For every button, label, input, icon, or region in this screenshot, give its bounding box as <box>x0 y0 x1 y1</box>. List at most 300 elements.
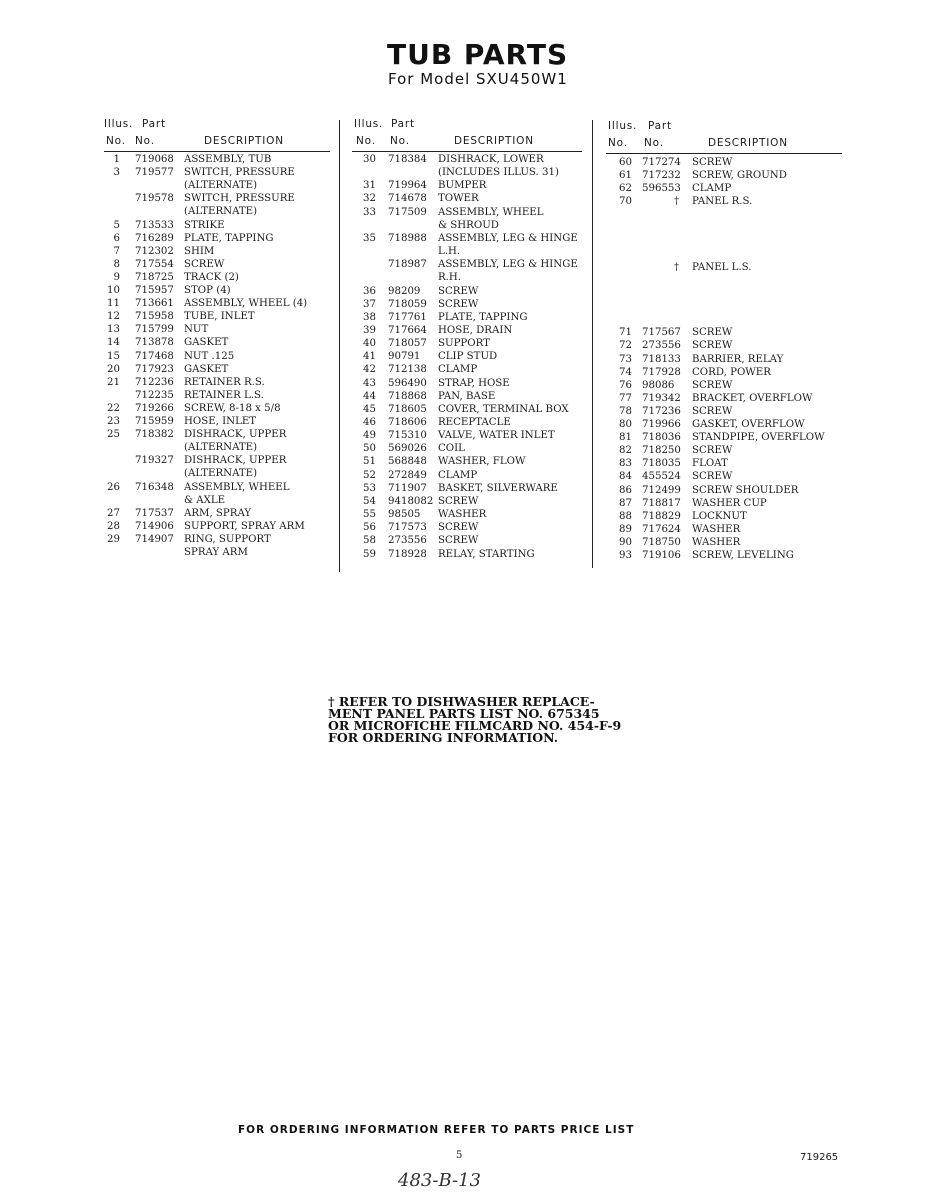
part-row <box>352 219 592 232</box>
header-rule <box>104 151 330 152</box>
part-description: COVER, TERMINAL BOX <box>438 403 569 415</box>
page-title: TUB PARTS <box>387 38 569 71</box>
part-number: 713878 <box>135 337 174 349</box>
part-number: 273556 <box>642 340 681 352</box>
page-subtitle: For Model SXU450W1 <box>388 70 568 88</box>
illus-number: 56 <box>363 522 376 534</box>
part-number: 717236 <box>642 405 681 417</box>
part-row <box>352 390 592 403</box>
parts-column-2 <box>352 118 582 560</box>
part-description: RELAY, STARTING <box>438 548 535 560</box>
part-description: NUT .125 <box>184 350 235 362</box>
illus-number: 1 <box>113 154 120 165</box>
part-row <box>352 455 592 468</box>
part-row <box>606 274 846 287</box>
column-header <box>104 118 330 151</box>
part-description: SCREW <box>438 522 479 534</box>
part-row <box>352 245 592 258</box>
part-number: 596490 <box>388 377 427 389</box>
part-number: † <box>674 261 680 273</box>
part-description: R.H. <box>438 272 462 284</box>
illus-number: 77 <box>619 392 632 404</box>
part-description: CLAMP <box>692 183 732 195</box>
part-number: 718605 <box>388 403 427 415</box>
part-description: ASSEMBLY, WHEEL <box>438 206 544 218</box>
part-number: 718868 <box>388 390 427 402</box>
illus-number: 43 <box>363 377 376 389</box>
part-row <box>104 232 344 245</box>
part-description: & SHROUD <box>438 219 499 231</box>
part-number: 98505 <box>388 509 421 521</box>
part-number: 719342 <box>642 392 681 404</box>
part-description: SUPPORT, SPRAY ARM <box>184 520 305 532</box>
part-row <box>352 482 592 495</box>
part-number: 718382 <box>135 429 174 441</box>
part-description: SCREW <box>438 495 479 507</box>
part-row <box>104 219 344 232</box>
header-illus: Illus. <box>608 120 638 132</box>
part-row <box>606 235 846 248</box>
illus-number: 9 <box>113 271 120 283</box>
part-description: BUMPER <box>438 180 487 192</box>
handwritten-annotation: 483-B-13 <box>398 1170 481 1191</box>
part-row <box>606 523 846 536</box>
illus-number: 73 <box>619 353 632 365</box>
part-row <box>104 153 344 166</box>
part-number: 90791 <box>388 351 421 363</box>
part-row <box>104 441 344 454</box>
part-description: SCREW <box>692 379 733 391</box>
part-description: SCREW <box>692 471 733 483</box>
part-number: 717928 <box>642 366 681 378</box>
part-description: WASHER <box>692 523 741 535</box>
page-number: 5 <box>456 1150 463 1161</box>
part-row <box>606 313 846 326</box>
part-row <box>352 285 592 298</box>
part-description: STRAP, HOSE <box>438 377 510 389</box>
illus-number: 20 <box>107 363 120 375</box>
part-row <box>352 258 592 271</box>
part-row <box>352 298 592 311</box>
part-number: 718036 <box>642 432 681 444</box>
part-description: NUT <box>184 324 209 336</box>
illus-number: 13 <box>107 324 120 336</box>
illus-number: 14 <box>107 337 120 349</box>
part-row <box>352 232 592 245</box>
illus-number: 50 <box>363 443 376 455</box>
part-row <box>104 350 344 363</box>
part-description: TOWER <box>438 193 479 205</box>
part-description: PANEL L.S. <box>692 261 752 273</box>
part-description: SCREW, 8-18 x 5/8 <box>184 402 281 414</box>
part-description: STRIKE <box>184 219 225 231</box>
part-row <box>352 179 592 192</box>
ordering-footer: FOR ORDERING INFORMATION REFER TO PARTS PRICE LIST <box>238 1124 635 1136</box>
document-number: 719265 <box>800 1152 839 1163</box>
part-row <box>606 208 846 221</box>
illus-number: 78 <box>619 405 632 417</box>
illus-number: 7 <box>113 245 120 257</box>
part-row <box>352 324 592 337</box>
illus-number: 23 <box>107 416 120 427</box>
part-number: 715957 <box>135 285 174 296</box>
part-description: WASHER, FLOW <box>438 456 526 468</box>
part-number: 717468 <box>135 350 174 362</box>
header-part-no: No. <box>644 137 664 149</box>
illus-number: 90 <box>619 536 632 548</box>
illus-number: 3 <box>113 167 120 179</box>
illus-number: 37 <box>363 298 376 310</box>
part-number: 716289 <box>135 232 174 244</box>
part-row <box>352 271 592 284</box>
part-number: 712138 <box>388 364 427 376</box>
part-number: 717567 <box>642 327 681 339</box>
part-number: 717509 <box>388 206 427 218</box>
illus-number: 41 <box>363 351 376 363</box>
part-description: (ALTERNATE) <box>184 468 258 480</box>
parts-column-1 <box>104 118 330 558</box>
illus-number: 89 <box>619 523 632 535</box>
illus-number: 26 <box>107 481 120 493</box>
illus-number: 61 <box>619 170 632 182</box>
illus-number: 45 <box>363 403 376 415</box>
part-description: ARM, SPRAY <box>184 507 252 519</box>
part-number: 568848 <box>388 456 427 468</box>
part-description: ASSEMBLY, WHEEL <box>184 481 290 493</box>
part-description: (ALTERNATE) <box>184 180 258 192</box>
part-row <box>606 536 846 549</box>
part-row <box>104 428 344 441</box>
part-row <box>104 546 344 559</box>
part-description: SCREW, LEVELING <box>692 550 794 561</box>
part-number: 717274 <box>642 157 681 168</box>
dagger-note <box>328 696 621 744</box>
part-description: & AXLE <box>184 494 226 506</box>
part-description: SPRAY ARM <box>184 547 248 558</box>
part-description: RING, SUPPORT <box>184 533 271 545</box>
part-description: VALVE, WATER INLET <box>438 430 555 442</box>
part-description: WASHER <box>692 536 741 548</box>
part-number: 718035 <box>642 458 681 470</box>
part-row <box>352 311 592 324</box>
part-row <box>606 261 846 274</box>
part-row <box>104 284 344 297</box>
part-description: RETAINER L.S. <box>184 389 264 401</box>
illus-number: 12 <box>107 311 120 323</box>
part-row <box>606 418 846 431</box>
part-row <box>352 166 592 179</box>
illus-number: 27 <box>107 507 120 519</box>
note-line: MENT PANEL PARTS LIST NO. 675345 <box>328 706 600 721</box>
part-number: 718928 <box>388 548 427 560</box>
column-divider <box>592 120 593 568</box>
note-line: FOR ORDERING INFORMATION. <box>328 730 559 745</box>
part-description: PAN, BASE <box>438 390 496 402</box>
part-number: 713661 <box>135 298 174 310</box>
part-description: SWITCH, PRESSURE <box>184 167 295 179</box>
part-description: WASHER <box>438 509 487 521</box>
part-row <box>104 520 344 533</box>
part-description: SCREW <box>692 327 733 339</box>
part-description: RETAINER R.S. <box>184 376 265 388</box>
part-description: (ALTERNATE) <box>184 442 258 454</box>
part-description: SCREW <box>438 285 479 297</box>
part-number: † <box>674 196 680 208</box>
header-illus: Illus. <box>104 118 134 130</box>
illus-number: 81 <box>619 432 632 444</box>
part-number: 718817 <box>642 497 681 509</box>
part-description: BARRIER, RELAY <box>692 353 784 365</box>
part-number: 718725 <box>135 271 174 283</box>
illus-number: 28 <box>107 520 120 532</box>
part-description: SWITCH, PRESSURE <box>184 193 295 205</box>
header-part: Part <box>391 118 415 130</box>
header-part: Part <box>648 120 672 132</box>
part-description: L.H. <box>438 246 461 258</box>
part-number: 596553 <box>642 183 681 195</box>
part-description: TUBE, INLET <box>184 311 255 323</box>
part-number: 273556 <box>388 535 427 547</box>
illus-number: 5 <box>113 219 120 231</box>
illus-number: 30 <box>363 154 376 165</box>
header-illus: Illus. <box>354 118 384 130</box>
illus-number: 62 <box>619 183 632 195</box>
illus-number: 31 <box>363 180 376 192</box>
part-number: 718606 <box>388 417 427 428</box>
part-number: 716348 <box>135 481 174 493</box>
illus-number: 42 <box>363 364 376 376</box>
part-row <box>104 481 344 494</box>
part-row <box>352 442 592 455</box>
part-description: (ALTERNATE) <box>184 206 258 218</box>
part-description: FLOAT <box>692 458 728 470</box>
part-description: BASKET, SILVERWARE <box>438 482 558 494</box>
part-row <box>352 508 592 521</box>
part-number: 715959 <box>135 416 174 427</box>
illus-number: 82 <box>619 445 632 457</box>
header-rule <box>606 153 842 154</box>
illus-number: 22 <box>107 402 120 414</box>
part-description: CLAMP <box>438 469 478 481</box>
part-row <box>606 222 846 235</box>
part-row <box>104 533 344 546</box>
part-number: 718750 <box>642 536 681 548</box>
part-number: 717232 <box>642 170 681 182</box>
part-row <box>352 206 592 219</box>
part-number: 718829 <box>642 510 681 522</box>
part-description: SCREW <box>692 340 733 352</box>
part-row <box>606 326 846 339</box>
illus-number: 33 <box>363 206 376 218</box>
part-description: STANDPIPE, OVERFLOW <box>692 432 825 444</box>
part-row <box>606 444 846 457</box>
part-number: 718059 <box>388 298 427 310</box>
part-description: ASSEMBLY, TUB <box>184 154 272 165</box>
part-row <box>104 258 344 271</box>
part-number: 9418082 <box>388 495 434 507</box>
part-row <box>104 166 344 179</box>
header-description: DESCRIPTION <box>454 135 534 147</box>
illus-number: 49 <box>363 430 376 442</box>
part-description: SUPPORT <box>438 338 490 350</box>
part-number: 719966 <box>642 419 681 430</box>
part-number: 718988 <box>388 232 427 244</box>
part-row <box>104 245 344 258</box>
part-description: SCREW <box>184 258 225 270</box>
illus-number: 35 <box>363 232 376 244</box>
part-number: 717624 <box>642 523 681 535</box>
part-row <box>352 429 592 442</box>
illus-number: 52 <box>363 469 376 481</box>
part-number: 717923 <box>135 363 174 375</box>
part-row <box>104 494 344 507</box>
part-number: 718133 <box>642 353 681 365</box>
part-description: COIL <box>438 443 465 455</box>
part-row <box>606 300 846 313</box>
part-number: 717761 <box>388 311 427 323</box>
illus-number: 15 <box>107 350 120 362</box>
part-row <box>352 377 592 390</box>
part-description: ASSEMBLY, LEG & HINGE <box>438 232 578 244</box>
part-row <box>104 192 344 205</box>
part-row <box>352 469 592 482</box>
illus-number: 21 <box>107 376 120 388</box>
illus-number: 70 <box>619 196 632 208</box>
part-row <box>104 310 344 323</box>
part-number: 717664 <box>388 324 427 336</box>
part-number: 455524 <box>642 471 681 483</box>
illus-number: 55 <box>363 509 376 521</box>
part-number: 714678 <box>388 193 427 205</box>
part-row <box>606 405 846 418</box>
part-row <box>606 248 846 261</box>
part-row <box>352 534 592 547</box>
part-number: 719266 <box>135 402 174 414</box>
header-description: DESCRIPTION <box>708 137 788 149</box>
part-number: 715958 <box>135 311 174 323</box>
part-description: PLATE, TAPPING <box>184 232 274 244</box>
part-row <box>352 416 592 429</box>
illus-number: 72 <box>619 340 632 352</box>
illus-number: 51 <box>363 456 376 468</box>
part-row <box>104 363 344 376</box>
part-row <box>606 431 846 444</box>
part-row <box>606 497 846 510</box>
illus-number: 54 <box>363 495 376 507</box>
part-description: ASSEMBLY, WHEEL (4) <box>184 298 308 310</box>
part-description: HOSE, DRAIN <box>438 324 513 336</box>
part-number: 712235 <box>135 389 174 401</box>
illus-number: 29 <box>107 533 120 545</box>
part-description: SCREW <box>438 535 479 547</box>
part-number: 711907 <box>388 482 427 494</box>
illus-number: 11 <box>107 298 120 310</box>
part-description: TRACK (2) <box>184 271 239 283</box>
part-row <box>606 392 846 405</box>
part-number: 713533 <box>135 219 174 231</box>
part-number: 719578 <box>135 193 174 205</box>
part-row <box>104 323 344 336</box>
part-number: 98086 <box>642 379 675 391</box>
part-number: 717554 <box>135 258 174 270</box>
part-description: WASHER CUP <box>692 497 767 509</box>
part-description: CORD, POWER <box>692 366 771 378</box>
illus-number: 60 <box>619 157 632 168</box>
illus-number: 84 <box>619 471 632 483</box>
illus-number: 76 <box>619 379 632 391</box>
part-number: 98209 <box>388 285 421 297</box>
part-description: CLIP STUD <box>438 351 498 363</box>
part-row <box>352 548 592 561</box>
header-part: Part <box>142 118 166 130</box>
part-row <box>606 366 846 379</box>
illus-number: 58 <box>363 535 376 547</box>
part-description: LOCKNUT <box>692 510 747 522</box>
part-row <box>104 336 344 349</box>
illus-number: 36 <box>363 285 376 297</box>
part-row <box>104 454 344 467</box>
illus-number: 25 <box>107 429 120 441</box>
part-row <box>104 179 344 192</box>
part-row <box>606 457 846 470</box>
illus-number: 74 <box>619 366 632 378</box>
illus-number: 88 <box>619 510 632 522</box>
header-rule <box>352 151 582 152</box>
part-description: ASSEMBLY, LEG & HINGE <box>438 259 578 271</box>
illus-number: 86 <box>619 484 632 496</box>
column-header <box>606 118 842 151</box>
part-description: SHIM <box>184 245 215 257</box>
part-row <box>606 549 846 562</box>
part-row <box>606 195 846 208</box>
illus-number: 44 <box>363 390 376 402</box>
part-description: RECEPTACLE <box>438 417 511 428</box>
illus-number: 38 <box>363 311 376 323</box>
part-row <box>352 495 592 508</box>
illus-number: 40 <box>363 338 376 350</box>
part-row <box>104 415 344 428</box>
part-description: CLAMP <box>438 364 478 376</box>
part-description: SCREW <box>438 298 479 310</box>
part-number: 719106 <box>642 550 681 561</box>
part-number: 714907 <box>135 533 174 545</box>
part-row <box>104 389 344 402</box>
part-description: GASKET <box>184 363 229 375</box>
illus-number: 80 <box>619 419 632 430</box>
illus-number: 39 <box>363 324 376 336</box>
part-row <box>104 271 344 284</box>
part-number: 718384 <box>388 154 427 165</box>
part-row <box>104 376 344 389</box>
part-number: 717573 <box>388 522 427 534</box>
illus-number: 32 <box>363 193 376 205</box>
note-line: † REFER TO DISHWASHER REPLACE- <box>328 694 595 709</box>
part-number: 569026 <box>388 443 427 455</box>
part-number: 272849 <box>388 469 427 481</box>
part-number: 718987 <box>388 259 427 271</box>
part-row <box>104 205 344 218</box>
part-row <box>606 379 846 392</box>
illus-number: 46 <box>363 417 376 428</box>
part-description: SCREW <box>692 445 733 457</box>
part-row <box>606 510 846 523</box>
note-line: OR MICROFICHE FILMCARD NO. 454-F-9 <box>328 718 622 733</box>
parts-column-3 <box>606 118 842 561</box>
part-description: PLATE, TAPPING <box>438 311 528 323</box>
part-row <box>352 337 592 350</box>
part-description: (INCLUDES ILLUS. 31) <box>438 167 559 179</box>
illus-number: 93 <box>619 550 632 561</box>
